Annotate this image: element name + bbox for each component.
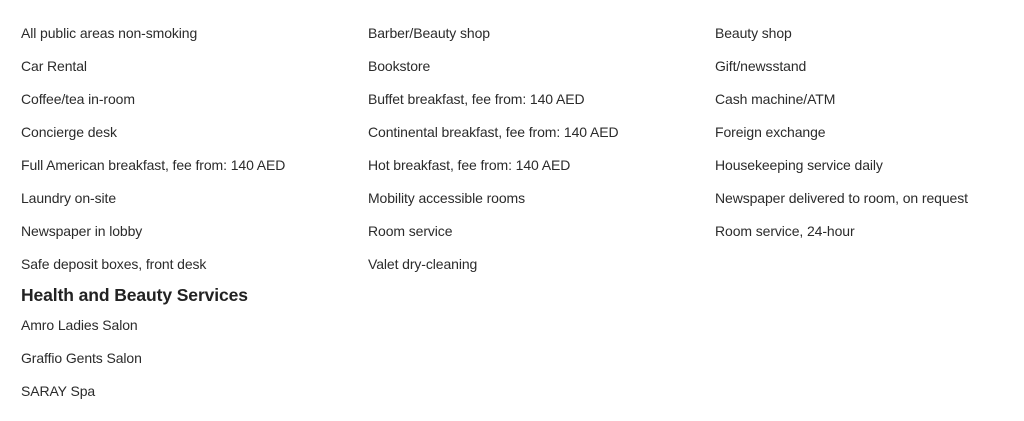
service-item: Graffio Gents Salon bbox=[21, 350, 142, 366]
amenity-item: Hot breakfast, fee from: 140 AED bbox=[368, 157, 571, 173]
service-item: Amro Ladies Salon bbox=[21, 317, 138, 333]
health-beauty-section bbox=[21, 281, 248, 408]
amenity-item: All public areas non-smoking bbox=[21, 25, 198, 41]
service-item: SARAY Spa bbox=[21, 383, 96, 399]
amenity-item: Gift/newsstand bbox=[715, 58, 807, 74]
amenity-item: Mobility accessible rooms bbox=[368, 190, 525, 206]
amenities-column-2 bbox=[368, 17, 715, 281]
amenity-item: Newspaper delivered to room, on request bbox=[715, 190, 968, 206]
amenity-item: Bookstore bbox=[368, 58, 431, 74]
amenity-item: Valet dry-cleaning bbox=[368, 256, 478, 272]
amenity-item: Full American breakfast, fee from: 140 AED bbox=[21, 157, 286, 173]
amenity-item: Car Rental bbox=[21, 58, 87, 74]
amenity-item: Newspaper in lobby bbox=[21, 223, 143, 239]
amenity-item: Foreign exchange bbox=[715, 124, 826, 140]
amenity-item: Continental breakfast, fee from: 140 AED bbox=[368, 124, 619, 140]
amenities-column-1 bbox=[21, 17, 368, 281]
amenity-item: Beauty shop bbox=[715, 25, 792, 41]
amenity-item: Buffet breakfast, fee from: 140 AED bbox=[368, 91, 585, 107]
amenity-item: Room service bbox=[368, 223, 453, 239]
section-title: Health and Beauty Services bbox=[21, 285, 248, 305]
amenity-item: Laundry on-site bbox=[21, 190, 117, 206]
amenities-column-3 bbox=[715, 17, 1011, 281]
amenities-list bbox=[21, 17, 1011, 281]
amenity-item: Concierge desk bbox=[21, 124, 117, 140]
amenity-item: Safe deposit boxes, front desk bbox=[21, 256, 207, 272]
amenity-item: Cash machine/ATM bbox=[715, 91, 836, 107]
amenity-item: Room service, 24-hour bbox=[715, 223, 855, 239]
amenity-item: Housekeeping service daily bbox=[715, 157, 883, 173]
amenity-item: Coffee/tea in-room bbox=[21, 91, 135, 107]
amenity-item: Barber/Beauty shop bbox=[368, 25, 490, 41]
